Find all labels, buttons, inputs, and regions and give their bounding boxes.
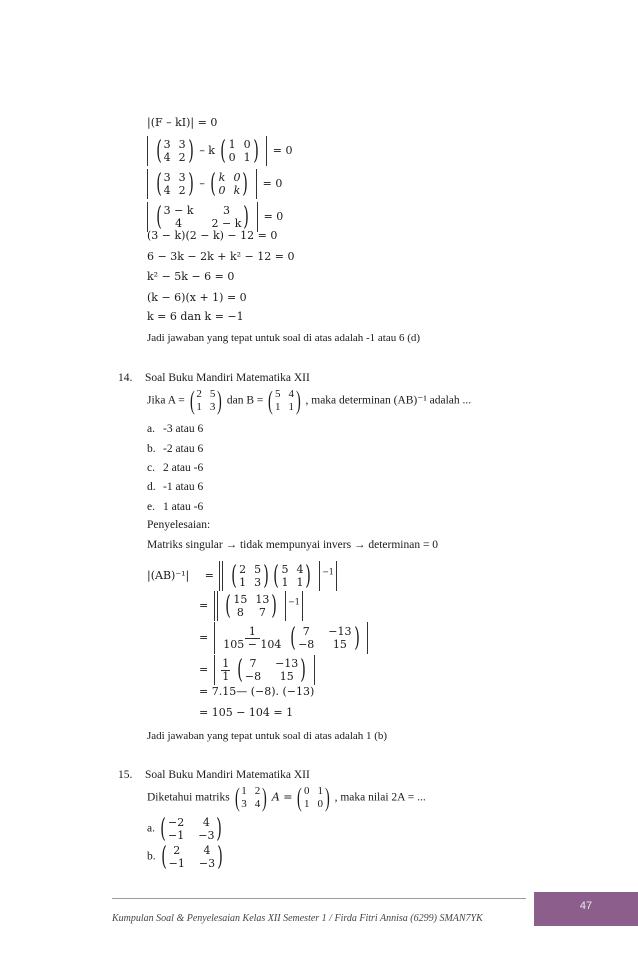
q15-title: Soal Buku Mandiri Matematika XII [145,769,310,781]
matrix: ( −2 4 −1 −3 ) [160,814,223,844]
matrix: ( 3 − k 3 4 2 − k ) [155,202,250,232]
matrix-a: ( 2 5 1 3 ) [189,386,223,415]
q14-number: 14. [118,372,133,384]
answer-14: Jadi jawaban yang tepat untuk soal di atas adalah 1 (b) [147,730,388,742]
q14-title: Soal Buku Mandiri Matematika XII [145,372,310,384]
singular-note: Matriks singular → tidak mempunyai invers → determinan = 0 [147,539,439,551]
q14-option-d[interactable]: d. -1 atau 6 [147,481,204,493]
matrix: ( 5 4 1 1 ) [273,561,312,591]
eq-line-4: ( 3 − k 3 4 2 − k ) = 0 [145,202,283,232]
q14-option-a[interactable]: a. -3 atau 6 [147,423,204,435]
q14-stem: Jika A = ( 2 5 1 3 ) dan B = ( 5 4 1 1 ) , maka determinan (AB)⁻¹ adalah ... [147,386,472,415]
eq-line-5: (3 − k)(2 − k) − 12 = 0 [147,229,278,242]
solution-label: Penyelesaian: [147,519,211,531]
q15-option-a[interactable]: a. ( −2 4 −1 −3 ) [147,816,225,842]
q15-stem: Diketahui matriks ( 1 2 3 4 ) A = ( 0 1 1 0 ) , maka nilai 2A = ... [147,783,426,812]
eq-line-9: k = 6 dan k = −1 [147,310,244,323]
step-5: = 7.15— (−8). (−13) [199,685,315,698]
matrix: ( 15 13 8 7 ) [225,591,278,621]
matrix: ( 0 1 1 0 ) [297,783,330,812]
step-3: = $\frac{1}{105 - 104}$ ( 7 −13 −8 15 ) [199,622,370,654]
answer-13: Jadi jawaban yang tepat untuk soal di atas adalah -1 atau 6 (d) [147,332,421,344]
q14-option-c[interactable]: c. 2 atau -6 [147,462,204,474]
matrix: ( 1 2 3 4 ) [234,783,267,812]
k-matrix: ( k 0 0 k ) [210,169,249,199]
footer-text: Kumpulan Soal & Penyelesaian Kelas XII Semester 1 / Firda Fitri Annisa (6299) SMAN7YK [112,913,483,924]
eq-line-3: ( 3 3 4 2 ) – ( k 0 0 k ) = 0 [145,169,282,199]
eq-line-7: k² − 5k − 6 = 0 [147,270,235,283]
matrix: ( 3 3 4 2 ) [155,169,194,199]
matrix-b: ( 5 4 1 1 ) [268,386,301,415]
step-1: |(AB)⁻¹| = ( 2 5 1 3 ) ( 5 4 1 1 ) $^{-1}$ [147,561,339,591]
footer-divider [112,898,526,899]
page-number: 47 [579,900,593,912]
eq-line-6: 6 − 3k − 2k + k² − 12 = 0 [147,250,295,263]
eq-line-1: |(F – kI)| = 0 [147,116,218,129]
matrix: ( 2 4 −1 −3 ) [160,842,223,872]
q15-option-b[interactable]: b. ( 2 4 −1 −3 ) [147,844,225,870]
matrix: ( 2 5 1 3 ) [231,561,269,591]
step-4: = $\frac{1}{1}$ ( 7 −13 −8 15 ) [199,655,317,685]
matrix: ( 7 −13 −8 15 ) [237,655,307,685]
eq-line-8: (k − 6)(x + 1) = 0 [147,291,247,304]
q14-option-b[interactable]: b. -2 atau 6 [147,443,204,455]
eq-line-2: ( 3 3 4 2 ) – k ( 1 0 0 1 ) = 0 [145,136,293,166]
matrix: ( 3 3 4 2 ) [155,136,194,166]
step-6: = 105 − 104 = 1 [199,706,294,719]
step-2: = ( 15 13 8 7 ) $^{-1}$ [199,591,305,621]
q15-number: 15. [118,769,133,781]
q14-option-e[interactable]: e. 1 atau -6 [147,501,204,513]
identity-matrix: ( 1 0 0 1 ) [220,136,259,166]
matrix: ( 7 −13 −8 15 ) [290,623,360,653]
